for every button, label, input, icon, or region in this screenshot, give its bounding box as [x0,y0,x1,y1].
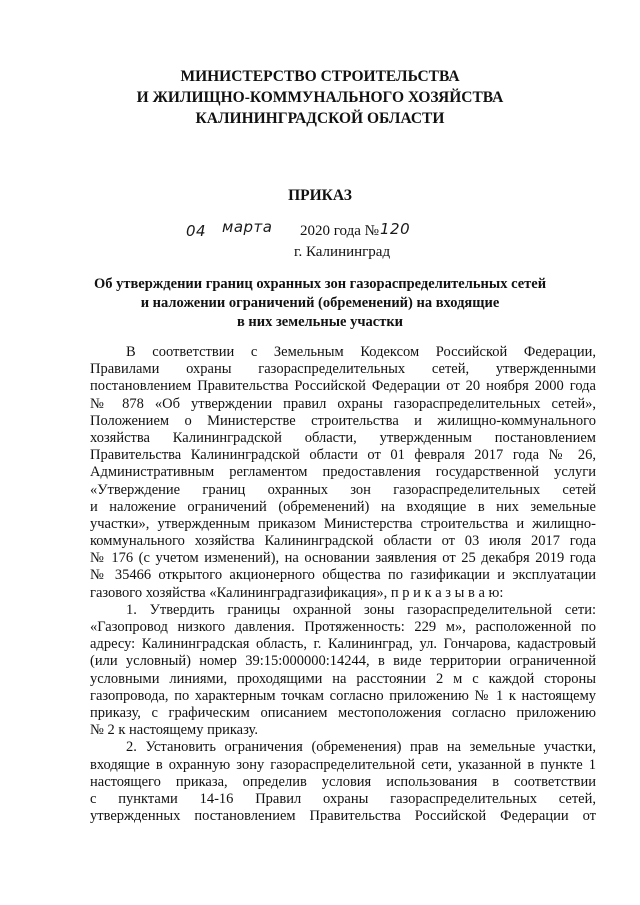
body-line: Правительства Калининградской области от 01 февраля 2017 года № 26, [90,447,596,464]
city: г. Калининград [294,244,391,260]
subject-line-2: и наложении ограничений (обременений) на входящие [140,295,500,311]
order-date-line [186,218,506,245]
handwritten-month: марта [222,218,273,236]
body-line: с пунктами 14-16 Правил охраны газораспределительных сетей, [90,790,596,807]
body-line: (или условный) номер 39:15:000000:14244, в виде территории ограниченной [90,653,596,670]
body-line: участки», утвержденным приказом Министерства строительства и жилищно- [90,515,596,532]
body-line: 2. Установить ограничения (обременения) прав на земельные участки, [126,739,596,756]
body-line: Положением о Министерстве строительства и жилищно-коммунального [90,412,596,429]
body-line: «Газопровод низкого давления. Протяженность: 229 м», расположенной по [90,619,596,635]
handwritten-order-number: 120 [380,220,411,238]
subject-line-3: в них земельные участки [236,314,404,330]
body-line: газопровода, по характерным точкам согласно приложению № 1 к настоящему [90,687,596,704]
ministry-line-3: КАЛИНИНГРАДСКОЙ ОБЛАСТИ [195,110,445,127]
handwritten-day: 04 [186,222,207,240]
body-line: настоящего приказа, определив условия использования в соответствии [90,773,596,790]
body-line: хозяйства Калининградской области, утвержденным постановлением [90,429,596,446]
body-line: приказу, с графическим описанием местоположения согласно приложению [90,704,596,721]
date-year-text: 2020 года № [300,223,379,239]
ministry-line-2: И ЖИЛИЩНО-КОММУНАЛЬНОГО ХОЗЯЙСТВА [136,89,504,106]
body-line: адресу: Калининградская область, г. Калининград, ул. Гончарова, кадастровый [90,636,596,653]
body-line: № 2 к настоящему приказу. [90,722,258,739]
body-line: входящие в охранную зону газораспределительной сети, указанной в пункте 1 [90,756,596,773]
body-line: Административным регламентом предоставления государственной услуги [90,464,596,481]
body-line: В соответствии с Земельным Кодексом Российской Федерации, [126,344,596,360]
body-line: коммунального хозяйства Калининградской области от 03 июля 2017 года [90,533,596,550]
body-line: № 878 «Об утверждении правил охраны газораспределительных сетей», [90,395,596,412]
body-line: «Утверждение границ охранных зон газораспределительных сетей [90,481,596,498]
body-line: и наложение ограничений (обременений) на входящие в них земельные [90,498,596,515]
body-line: условными линиями, проходящими на расстоянии 2 м с каждой стороны [90,670,596,687]
ministry-header [0,66,640,129]
body-line: 1. Утвердить границы охранной зоны газораспределительной сети: [126,601,596,618]
order-subject [0,275,640,332]
body-line: постановлением Правительства Российской Федерации от 20 ноября 2000 года [90,378,596,395]
body-line: № 35466 открытого акционерного общества по газификации и эксплуатации [90,567,596,584]
order-title: ПРИКАЗ [288,187,352,204]
body-line: № 176 (с учетом изменений), на основании заявления от 25 декабря 2019 года [90,550,596,567]
body-line: Правилами охраны газораспределительных сетей, утвержденными [90,361,596,378]
document-body [90,344,596,825]
subject-line-1: Об утверждении границ охранных зон газораспределительных сетей [93,276,547,292]
body-line: утвержденных постановлением Правительства Российской Федерации от [90,808,596,825]
body-line: газового хозяйства «Калининградгазификация», п р и к а з ы в а ю: [90,584,504,601]
ministry-line-1: МИНИСТЕРСТВО СТРОИТЕЛЬСТВА [180,68,460,85]
